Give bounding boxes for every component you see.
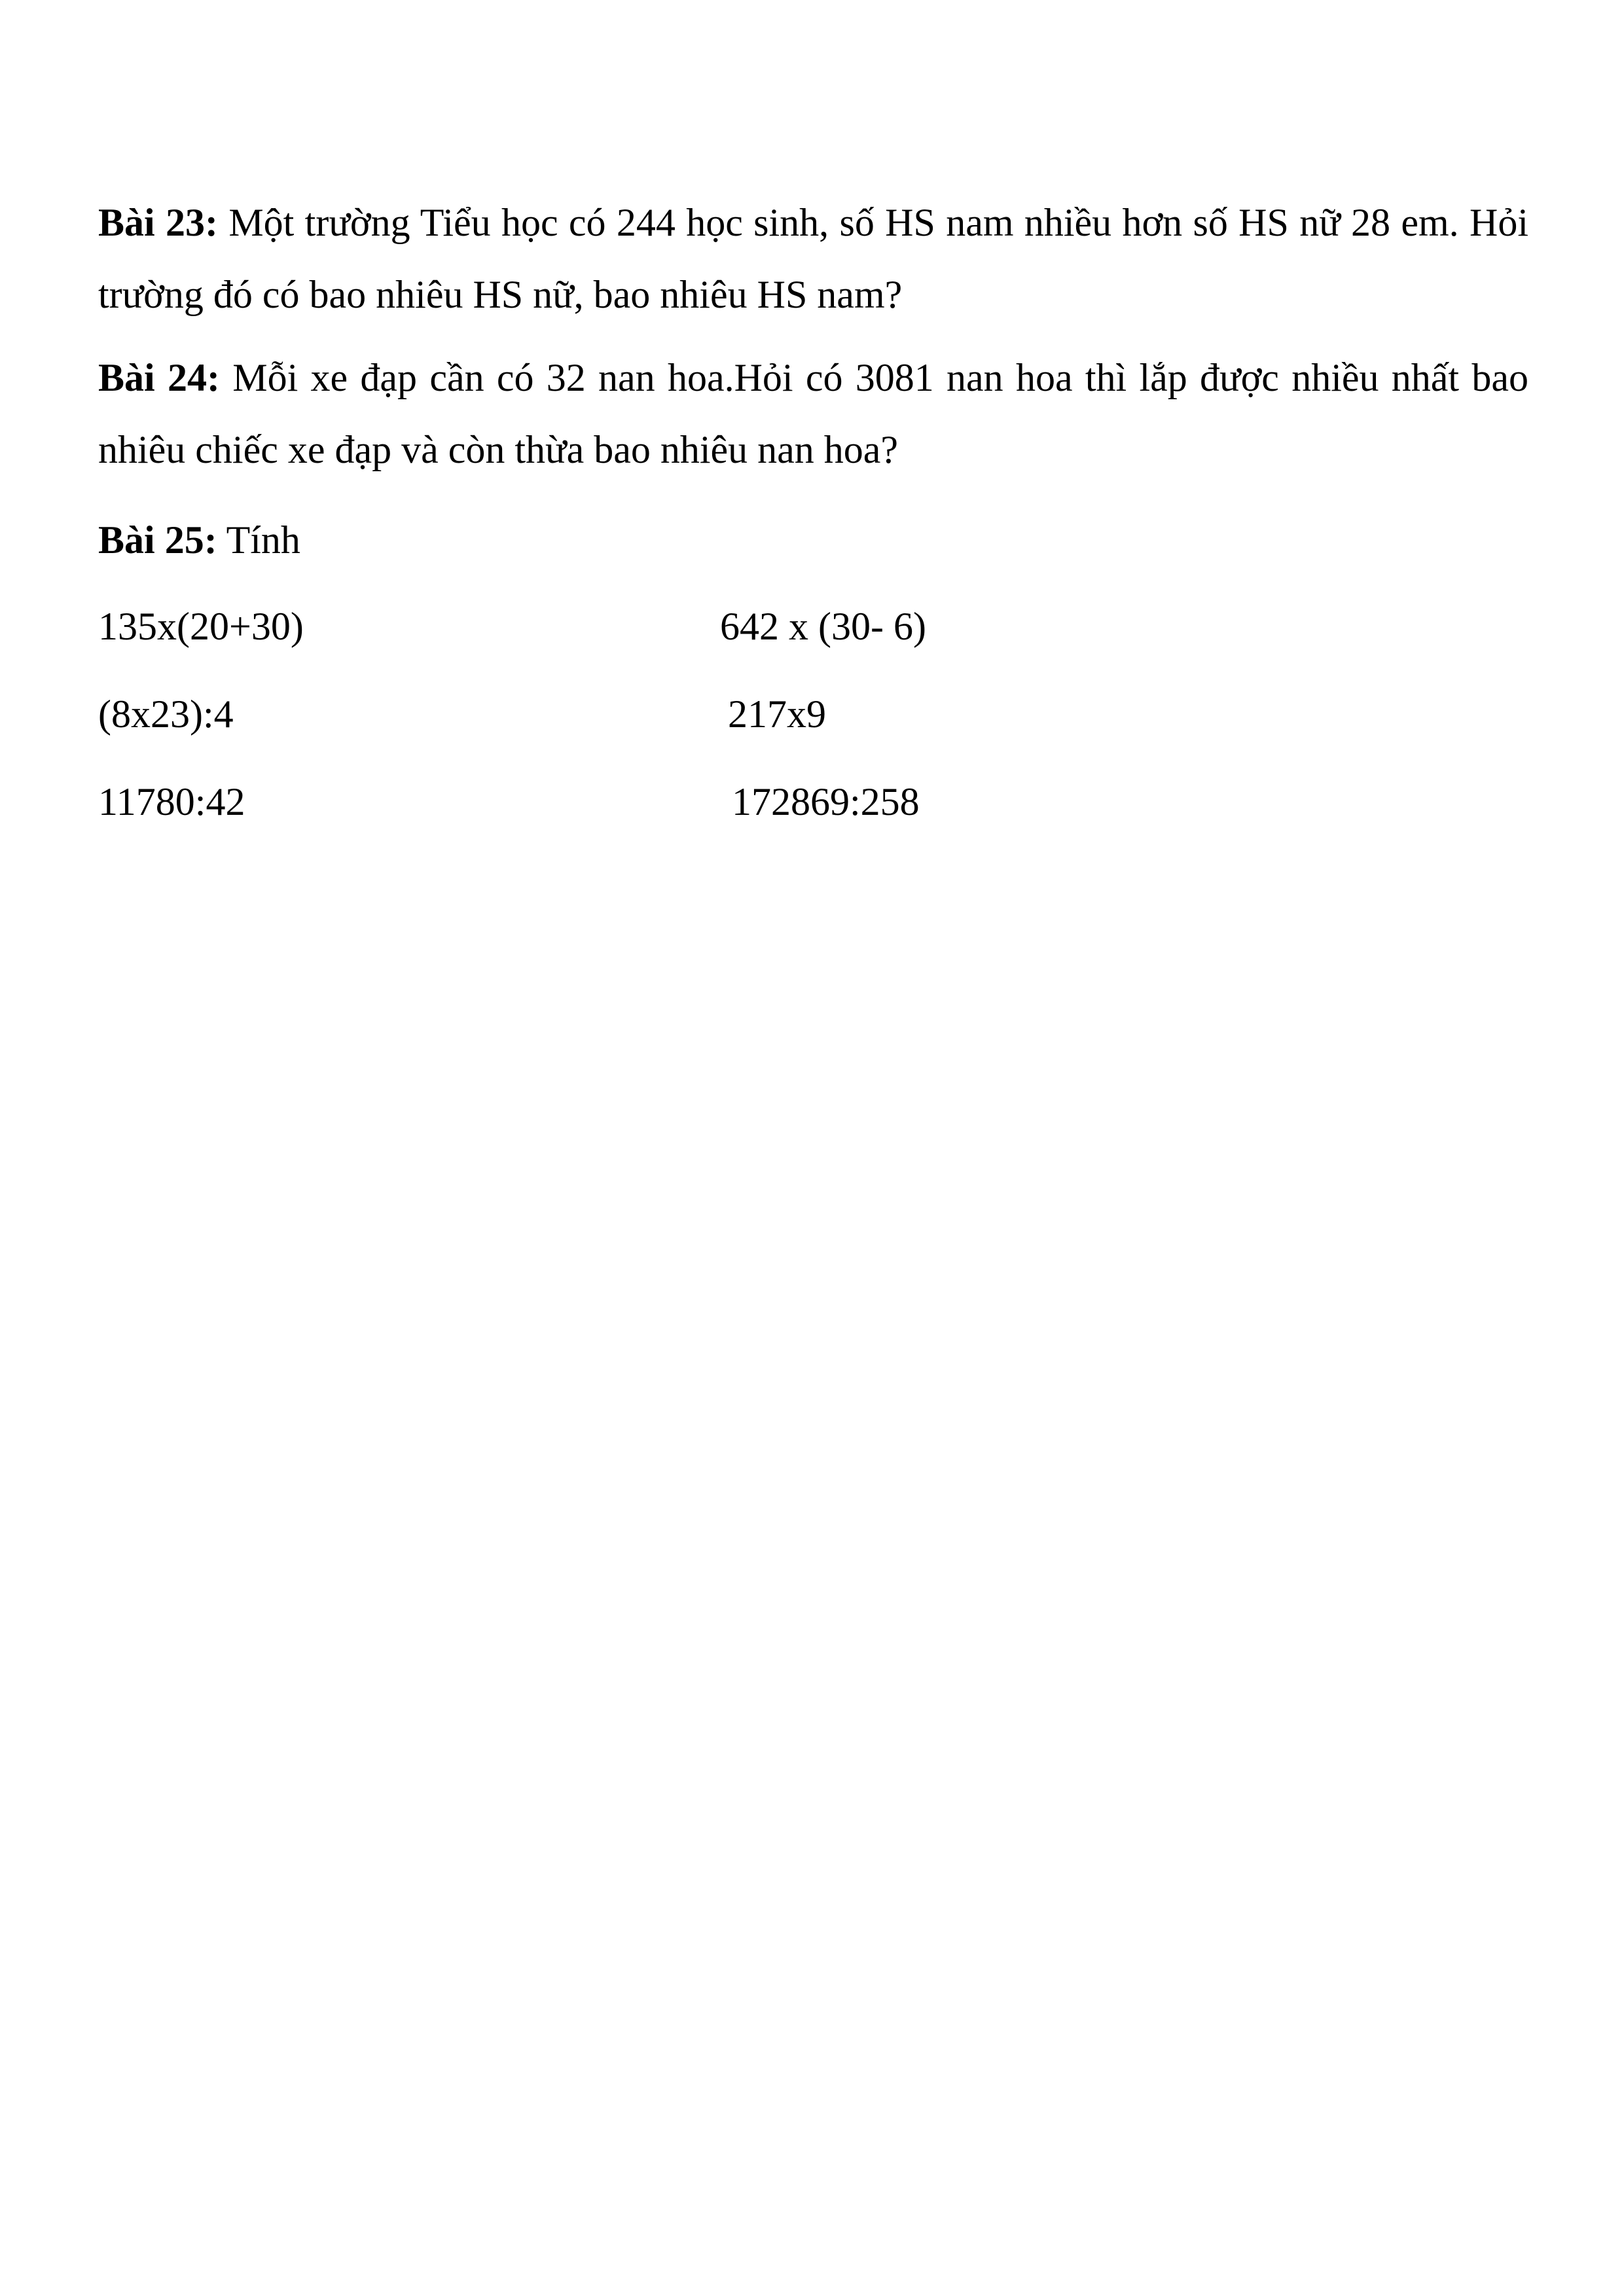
calculation-row	[98, 590, 1528, 662]
calculation-left: 135x(20+30)	[98, 605, 304, 648]
problem-23	[98, 187, 1528, 331]
problem-23-label: Bài 23:	[98, 201, 218, 244]
calculation-right: 172869:258	[732, 780, 920, 823]
calculation-left: 11780:42	[98, 780, 245, 823]
problem-23-text: Một trường Tiểu học có 244 học sinh, số HS nam nhiều hơn số HS nữ 28 em. Hỏi trường đó có bao nhiêu HS nữ, bao nhiêu HS nam?	[98, 201, 1528, 316]
problem-24-label: Bài 24:	[98, 356, 220, 399]
problem-24-text: Mỗi xe đạp cần có 32 nan hoa.Hỏi có 3081 nan hoa thì lắp được nhiều nhất bao nhiêu chiếc xe đạp và còn thừa bao nhiêu nan hoa?	[98, 356, 1528, 471]
calculation-row	[98, 766, 1528, 838]
problem-24	[98, 342, 1528, 486]
calculation-right: 217x9	[728, 692, 826, 736]
calculation-row	[98, 678, 1528, 750]
calculation-right: 642 x (30- 6)	[720, 605, 926, 648]
problem-25	[98, 504, 1528, 576]
problem-25-label: Bài 25:	[98, 518, 217, 562]
calculation-left: (8x23):4	[98, 692, 234, 736]
problem-25-text: Tính	[217, 518, 300, 562]
